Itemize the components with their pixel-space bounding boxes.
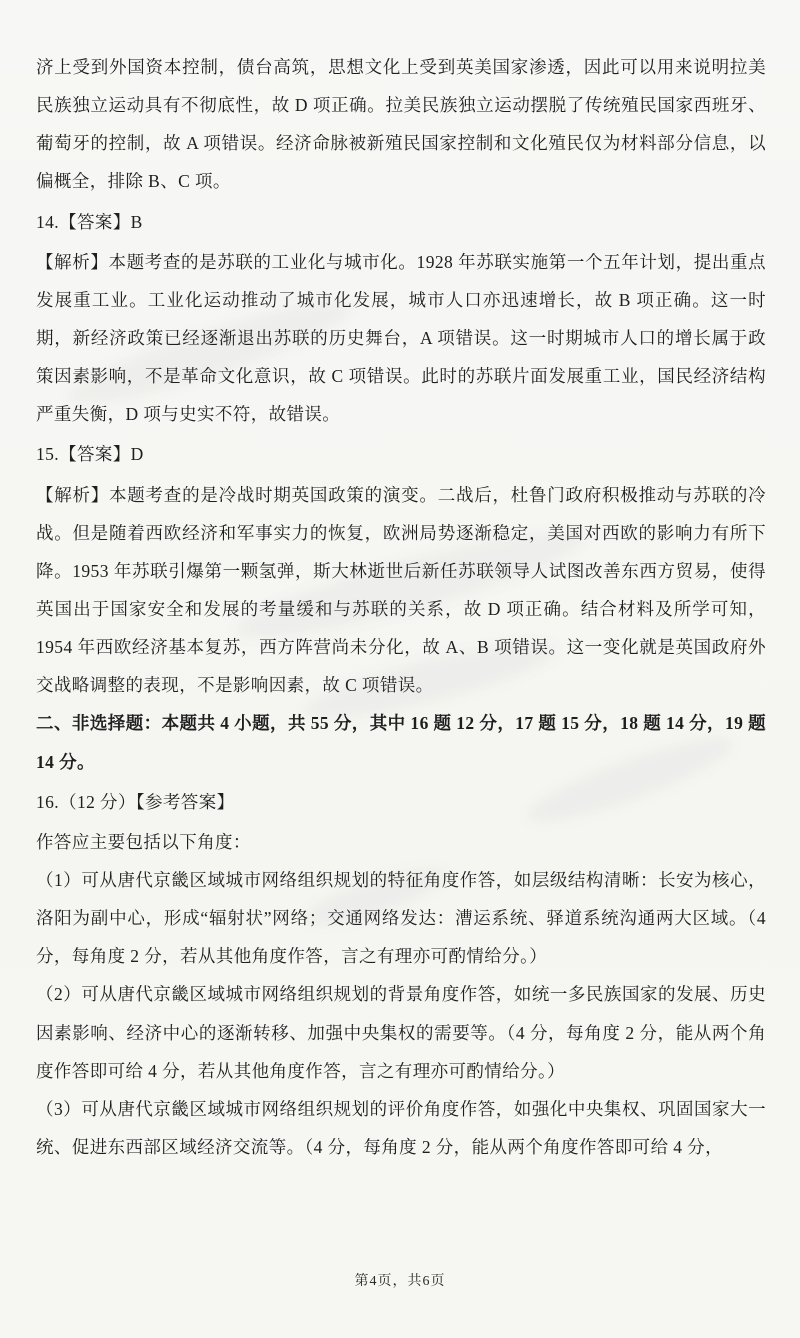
page-footer: 第4页，共6页 [354, 1274, 446, 1289]
paragraph-q14-analysis: 【解析】本题考查的是苏联的工业化与城市化。1928 年苏联实施第一个五年计划，提出重点发展重工业。工业化运动推动了城市化发展，城市人口亦迅速增长，故 B 项正确。这一时期，新经济政策已经逐渐退出苏联的历史舞台，A 项错误。这一时期城市人口的增长属于政策因素影响，不是革命文化意识，故 C 项错误。此时的苏联片面发展重工业，国民经济结构严重失衡，D 项与史实不符，故错误。 [36, 251, 766, 425]
answer-line-q14: 14.【答案】B [36, 211, 143, 232]
question16-point3: （3）可从唐代京畿区域城市网络组织规划的评价角度作答，如强化中央集权、巩固国家大一统、促进东西部区域经济交流等。（4 分，每角度 2 分，能从两个角度作答即可给 4 分， [36, 1098, 766, 1157]
question16-point2: （2）可从唐代京畿区域城市网络组织规划的背景角度作答，如统一多民族国家的发展、历史因素影响、经济中心的逐渐转移、加强中央集权的需要等。（4 分，每角度 2 分，能从两个角度作答即可给 4 分，若从其他角度作答，言之有理亦可酌情给分。） [36, 984, 766, 1081]
answer-line-q15: 15.【答案】D [36, 444, 144, 465]
question16-intro: 作答应主要包括以下角度： [36, 831, 251, 852]
paragraph-q15-analysis: 【解析】本题考查的是冷战时期英国政策的演变。二战后，杜鲁门政府积极推动与苏联的冷战。但是随着西欧经济和军事实力的恢复，欧洲局势逐渐稳定，美国对西欧的影响力有所下降。1953 年苏联引爆第一颗氢弹，斯大林逝世后新任苏联领导人试图改善东西方贸易，使得英国出于国家安全和发展的考量缓和与苏联的关系，故 D 项正确。结合材料及所学可知，1954 年西欧经济基本复苏，西方阵营尚未分化，故 A、B 项错误。这一变化就是英国政府外交战略调整的表现，不是影响因素，故 C 项错误。 [36, 484, 766, 696]
section-heading-non-multiple-choice: 二、非选择题：本题共 4 小题，共 55 分，其中 16 题 12 分，17 题 15 分，18 题 14 分，19 题 14 分。 [36, 713, 766, 772]
paragraph-q13-continuation: 济上受到外国资本控制，债台高筑，思想文化上受到英美国家渗透，因此可以用来说明拉美民族独立运动具有不彻底性，故 D 项正确。拉美民族独立运动摆脱了传统殖民国家西班牙、葡萄牙的控制，故 A 项错误。经济命脉被新殖民国家控制和文化殖民仅为材料部分信息，以偏概全，排除 B、C 项。 [36, 57, 766, 192]
question16-header: 16.（12 分）【参考答案】 [36, 791, 235, 812]
question16-point1: （1）可从唐代京畿区域城市网络组织规划的特征角度作答，如层级结构清晰：长安为核心，洛阳为副中心，形成“辐射状”网络；交通网络发达：漕运系统、驿道系统沟通两大区域。（4 分，每角度 2 分，若从其他角度作答，言之有理亦可酌情给分。） [36, 869, 766, 967]
document-body [36, 48, 766, 1166]
